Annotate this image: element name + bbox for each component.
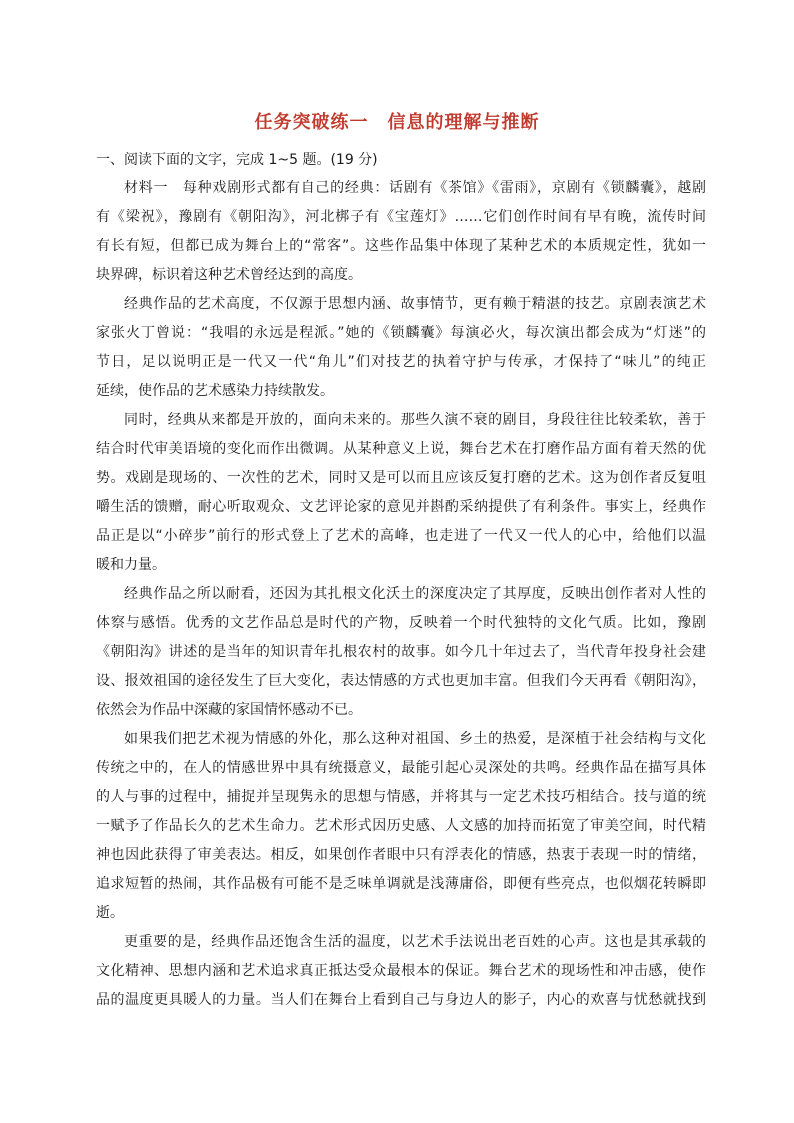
text-line: 依然会为作品中深藏的家国情怀感动不已。	[96, 702, 362, 718]
text-line: 设、报效祖国的途径发生了巨大变化，表达情感的方式也更加丰富。但我们今天再看《朝阳沟》，	[96, 673, 706, 689]
text-line: 有长有短，但都已成为舞台上的“常客”。这些作品集中体现了某种艺术的本质规定性，犹如一	[96, 238, 706, 254]
text-line: 嚼生活的馈赠，耐心听取观众、文艺评论家的意见并斟酌采纳提供了有利条件。事实上，经典作	[96, 499, 706, 515]
text-line: 结合时代审美语境的变化而作出微调。从某种意义上说，舞台艺术在打磨作品方面有着天然的优	[96, 441, 706, 457]
text-line: 有《梁祝》，豫剧有《朝阳沟》，河北梆子有《宝莲灯》……它们创作时间有早有晚，流传时间	[96, 209, 706, 225]
text-line: 逝。	[96, 905, 124, 921]
text-line: 块界碑，标识着这种艺术曾经达到的高度。	[96, 267, 362, 283]
text-line: 传统之中的，在人的情感世界中具有统摄意义，最能引起心灵深处的共鸣。经典作品在描写具体	[96, 760, 706, 776]
text-line: 如果我们把艺术视为情感的外化，那么这种对祖国、乡土的热爱，是深植于社会结构与文化	[124, 731, 706, 747]
text-line: 更重要的是，经典作品还饱含生活的温度，以艺术手法说出老百姓的心声。这也是其承载的	[124, 934, 706, 950]
text-line: 经典作品的艺术高度，不仅源于思想内涵、故事情节，更有赖于精湛的技艺。京剧表演艺术	[124, 296, 706, 312]
text-line: 品的温度更具暖人的力量。当人们在舞台上看到自己与身边人的影子，内心的欢喜与忧愁就找到	[96, 992, 706, 1008]
text-line: 一赋予了作品长久的艺术生命力。艺术形式因历史感、人文感的加持而拓宽了审美空间，时代精	[96, 818, 706, 834]
text-line: 势。戏剧是现场的、一次性的艺术，同时又是可以而且应该反复打磨的艺术。这为创作者反复咀	[96, 470, 706, 486]
question-heading: 一、阅读下面的文字，完成 1~5 题。(19 分)	[96, 152, 378, 168]
text-line: 同时，经典从来都是开放的，面向未来的。那些久演不衰的剧目，身段往往比较柔软，善于	[124, 412, 706, 428]
text-line: 经典作品之所以耐看，还因为其扎根文化沃土的深度决定了其厚度，反映出创作者对人性的	[124, 586, 706, 602]
text-line: 的人与事的过程中，捕捉并呈现隽永的思想与情感，并将其与一定艺术技巧相结合。技与道的统	[96, 789, 706, 805]
text-line: 家张火丁曾说：“我唱的永远是程派。”她的《锁麟囊》每演必火，每次演出都会成为“灯迷”的	[96, 325, 706, 341]
text-line: 暖和力量。	[96, 557, 166, 573]
text-line: 节日，足以说明正是一代又一代“角儿”们对技艺的执着守护与传承，才保持了“味儿”的纯正	[96, 354, 706, 370]
text-line: 体察与感悟。优秀的文艺作品总是时代的产物，反映着一个时代独特的文化气质。比如，豫剧	[96, 615, 706, 631]
text-line: 追求短暂的热闹，其作品极有可能不是乏味单调就是浅薄庸俗，即便有些亮点，也似烟花转瞬即	[96, 876, 706, 892]
text-line: 神也因此获得了审美表达。相反，如果创作者眼中只有浮表化的情感，热衷于表现一时的情绪，	[96, 847, 706, 863]
text-line: 材料一 每种戏剧形式都有自己的经典：话剧有《茶馆》《雷雨》，京剧有《锁麟囊》，越剧	[124, 180, 706, 196]
text-line: 品正是以“小碎步”前行的形式登上了艺术的高峰，也走进了一代又一代人的心中，给他们以温	[96, 528, 706, 544]
text-line: 《朝阳沟》讲述的是当年的知识青年扎根农村的故事。如今几十年过去了，当代青年投身社会建	[96, 644, 706, 660]
page-title: 任务突破练一 信息的理解与推断	[254, 112, 540, 133]
text-line: 文化精神、思想内涵和艺术追求真正抵达受众最根本的保证。舞台艺术的现场性和冲击感，使作	[96, 963, 706, 979]
text-line: 延续，使作品的艺术感染力持续散发。	[96, 383, 334, 399]
